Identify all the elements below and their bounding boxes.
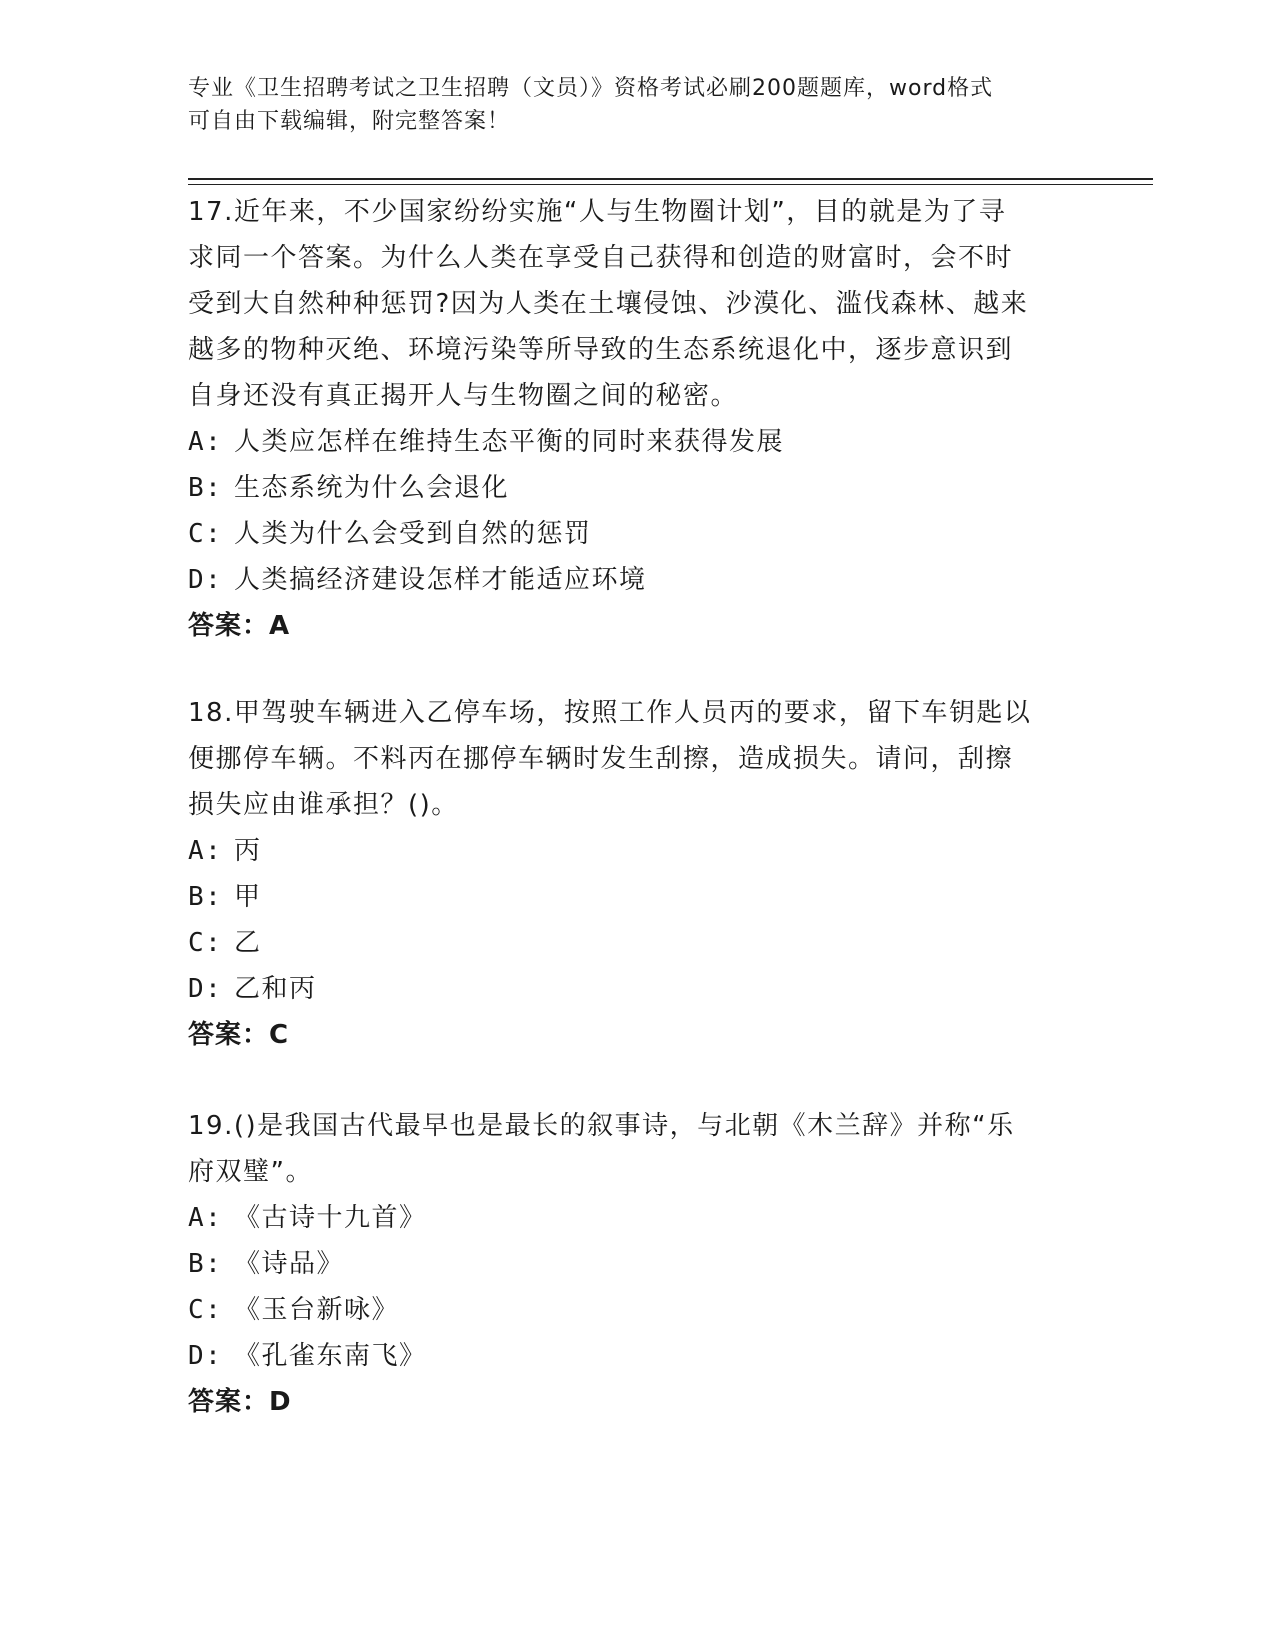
option-letter: C: (188, 928, 223, 958)
option-text: 甲 (234, 882, 262, 912)
option-letter: C: (188, 1295, 223, 1325)
option-letter: D: (188, 1341, 223, 1371)
answer-label: 答案：D (188, 1387, 292, 1417)
option-text: 丙 (234, 836, 262, 866)
option-c (188, 920, 1088, 966)
option-letter: D: (188, 974, 223, 1004)
option-letter: A: (188, 836, 223, 866)
option-text: 《玉台新咏》 (234, 1295, 400, 1325)
header-line-2: 可自由下载编辑，附完整答案！ (188, 109, 511, 134)
question-text-line: 19.()是我国古代最早也是最长的叙事诗，与北朝《木兰辞》并称“乐 (188, 1111, 1015, 1141)
option-b (188, 1241, 1088, 1287)
option-letter: A: (188, 427, 223, 457)
option-text: 《古诗十九首》 (234, 1203, 427, 1233)
question-text-line: 17.近年来，不少国家纷纷实施“人与生物圈计划”，目的就是为了寻 (188, 197, 1007, 227)
option-letter: C: (188, 519, 223, 549)
option-c (188, 1287, 1088, 1333)
question-text-line: 府双璧”。 (188, 1157, 313, 1187)
option-letter: B: (188, 473, 223, 503)
option-d (188, 1333, 1088, 1379)
option-text: 人类应怎样在维持生态平衡的同时来获得发展 (234, 427, 785, 457)
option-letter: B: (188, 1249, 223, 1279)
option-text: 《孔雀东南飞》 (234, 1341, 427, 1371)
question-text-line: 损失应由谁承担？()。 (188, 790, 459, 820)
question-17 (188, 189, 1088, 649)
option-text: 《诗品》 (234, 1249, 345, 1279)
answer-label: 答案：A (188, 611, 291, 641)
question-text-line: 受到大自然种种惩罚?因为人类在土壤侵蚀、沙漠化、滥伐森林、越来 (188, 289, 1029, 319)
option-d (188, 557, 1088, 603)
option-letter: D: (188, 565, 223, 595)
option-letter: A: (188, 1203, 223, 1233)
option-c (188, 511, 1088, 557)
option-a (188, 419, 1088, 465)
question-text-line: 自身还没有真正揭开人与生物圈之间的秘密。 (188, 381, 739, 411)
option-letter: B: (188, 882, 223, 912)
question-text-line: 18.甲驾驶车辆进入乙停车场，按照工作人员丙的要求，留下车钥匙以 (188, 698, 1032, 728)
option-b (188, 465, 1088, 511)
question-19 (188, 1103, 1088, 1425)
option-text: 乙和丙 (234, 974, 317, 1004)
question-text-line: 求同一个答案。为什么人类在享受自己获得和创造的财富时，会不时 (188, 243, 1014, 273)
header-divider-thin (188, 184, 1153, 185)
question-18 (188, 690, 1088, 1058)
option-a (188, 1195, 1088, 1241)
answer-label: 答案：C (188, 1020, 290, 1050)
header-divider-thick (188, 178, 1153, 180)
option-text: 生态系统为什么会退化 (234, 473, 510, 503)
option-d (188, 966, 1088, 1012)
option-text: 人类为什么会受到自然的惩罚 (234, 519, 592, 549)
header-line-1: 专业《卫生招聘考试之卫生招聘（文员）》资格考试必刷200题题库，word格式 (188, 76, 994, 101)
option-a (188, 828, 1088, 874)
question-text-line: 便挪停车辆。不料丙在挪停车辆时发生刮擦，造成损失。请问，刮擦 (188, 744, 1014, 774)
option-text: 人类搞经济建设怎样才能适应环境 (234, 565, 647, 595)
option-b (188, 874, 1088, 920)
option-text: 乙 (234, 928, 262, 958)
question-text-line: 越多的物种灭绝、环境污染等所导致的生态系统退化中，逐步意识到 (188, 335, 1014, 365)
document-header (188, 72, 1068, 138)
